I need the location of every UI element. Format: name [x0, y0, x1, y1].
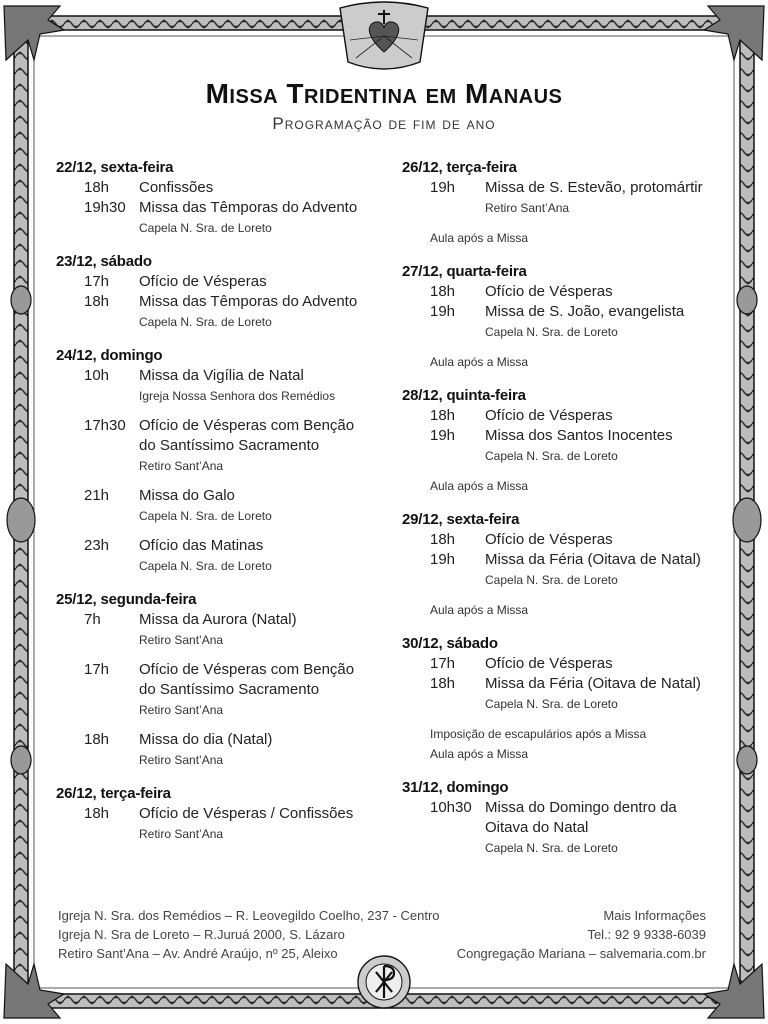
event-time: 18h — [430, 531, 456, 548]
event-location: Capela N. Sra. de Loreto — [485, 841, 618, 855]
event-row — [402, 302, 722, 322]
event-time: 18h — [84, 731, 110, 748]
event-row — [56, 272, 386, 292]
event-row — [402, 406, 722, 426]
spacer — [402, 218, 722, 228]
event-time: 19h — [430, 551, 456, 568]
event-time: 19h30 — [84, 199, 126, 216]
event-name-continued: Oitava do Natal — [485, 819, 589, 836]
event-name-continued: do Santíssimo Sacramento — [139, 437, 320, 454]
spacer — [56, 476, 386, 486]
event-name: Missa do Domingo dentro da — [485, 799, 677, 816]
event-time: 18h — [84, 293, 110, 310]
day-block — [402, 510, 722, 620]
spacer — [56, 720, 386, 730]
event-row — [56, 416, 386, 436]
event-name: Missa dos Santos Inocentes — [485, 427, 673, 444]
event-location: Retiro Sant’Ana — [139, 703, 224, 717]
event-row — [56, 178, 386, 198]
spacer — [402, 342, 722, 352]
event-row-continued — [56, 680, 386, 700]
event-row — [56, 292, 386, 312]
event-time-spacer — [56, 680, 139, 700]
day-block — [402, 634, 722, 764]
contact-heading: Mais Informações — [603, 908, 706, 923]
event-row — [402, 798, 722, 818]
event-name: Ofício de Vésperas com Benção — [139, 417, 355, 434]
event-name: Missa do Galo — [139, 487, 235, 504]
contact-phone: Tel.: 92 9 9338-6039 — [587, 927, 706, 942]
event-row — [402, 674, 722, 694]
day-block — [56, 590, 386, 770]
event-row — [402, 178, 722, 198]
event-time: 10h30 — [430, 799, 472, 816]
event-location: Capela N. Sra. de Loreto — [485, 697, 618, 711]
event-location: Retiro Sant’Ana — [485, 201, 570, 215]
day-date: 27/12, quarta-feira — [402, 263, 527, 280]
spacer — [402, 714, 722, 724]
event-row — [56, 730, 386, 750]
day-date: 28/12, quinta-feira — [402, 387, 526, 404]
address-line: Igreja N. Sra. dos Remédios – R. Leovegildo Coelho, 237 - Centro — [58, 908, 440, 923]
day-date: 26/12, terça-feira — [402, 159, 517, 176]
event-location: Capela N. Sra. de Loreto — [139, 559, 272, 573]
day-note: Imposição de escapulários após a Missa — [430, 727, 647, 741]
event-time: 21h — [84, 487, 110, 504]
day-date: 31/12, domingo — [402, 779, 509, 796]
event-time: 17h — [84, 661, 110, 678]
event-location: Capela N. Sra. de Loreto — [485, 449, 618, 463]
event-name: Missa de S. João, evangelista — [485, 303, 685, 320]
event-name-continued: do Santíssimo Sacramento — [139, 681, 320, 698]
event-time: 17h — [430, 655, 456, 672]
event-name: Missa da Vigília de Natal — [139, 367, 304, 384]
day-date: 29/12, sexta-feira — [402, 511, 520, 528]
event-row — [56, 660, 386, 680]
day-date: 22/12, sexta-feira — [56, 159, 174, 176]
event-name: Confissões — [139, 179, 214, 196]
event-row — [402, 530, 722, 550]
day-note: Aula após a Missa — [430, 355, 529, 369]
day-block — [56, 158, 386, 238]
event-location: Retiro Sant’Ana — [139, 753, 224, 767]
event-name: Ofício de Vésperas — [485, 655, 613, 672]
event-row — [56, 610, 386, 630]
event-row-continued — [56, 436, 386, 456]
event-row-continued — [402, 818, 722, 838]
event-time: 7h — [84, 611, 101, 628]
event-time: 19h — [430, 427, 456, 444]
event-location: Capela N. Sra. de Loreto — [139, 315, 272, 329]
day-block — [56, 346, 386, 576]
event-time: 23h — [84, 537, 110, 554]
chi-rho-icon — [358, 956, 410, 1008]
event-name: Ofício de Vésperas / Confissões — [139, 805, 354, 822]
day-block — [56, 252, 386, 332]
event-row — [402, 282, 722, 302]
spacer — [402, 590, 722, 600]
day-date: 24/12, domingo — [56, 347, 163, 364]
day-date: 26/12, terça-feira — [56, 785, 171, 802]
event-location: Capela N. Sra. de Loreto — [485, 573, 618, 587]
event-time: 18h — [430, 283, 456, 300]
event-name: Ofício de Vésperas — [139, 273, 267, 290]
event-location: Retiro Sant’Ana — [139, 633, 224, 647]
event-name: Ofício de Vésperas — [485, 283, 613, 300]
spacer — [402, 466, 722, 476]
event-name: Missa do dia (Natal) — [139, 731, 273, 748]
day-block — [402, 262, 722, 372]
event-name: Missa da Féria (Oitava de Natal) — [485, 675, 701, 692]
spacer — [56, 406, 386, 416]
day-note: Aula após a Missa — [430, 603, 529, 617]
event-row — [402, 550, 722, 570]
address-line: Igreja N. Sra de Loreto – R.Juruá 2000, S. Lázaro — [58, 927, 345, 942]
event-row — [56, 366, 386, 386]
spacer — [56, 650, 386, 660]
event-time: 18h — [430, 407, 456, 424]
page-title: Missa Tridentina em Manaus — [205, 78, 563, 109]
event-name: Missa da Féria (Oitava de Natal) — [485, 551, 701, 568]
day-block — [56, 784, 386, 844]
schedule-column-left — [56, 158, 386, 858]
event-time: 18h — [84, 179, 110, 196]
event-name: Missa da Aurora (Natal) — [139, 611, 297, 628]
day-note: Aula após a Missa — [430, 747, 529, 761]
page-subtitle: Programação de fim de ano — [272, 114, 496, 133]
day-date: 30/12, sábado — [402, 635, 498, 652]
spacer — [56, 526, 386, 536]
event-name: Missa das Têmporas do Advento — [139, 293, 358, 310]
day-note: Aula após a Missa — [430, 231, 529, 245]
event-name: Missa das Têmporas do Advento — [139, 199, 358, 216]
event-row — [56, 486, 386, 506]
event-time: 19h — [430, 179, 456, 196]
day-block — [402, 778, 722, 858]
schedule-column-right — [402, 158, 722, 872]
day-block — [402, 386, 722, 496]
event-row — [56, 804, 386, 824]
event-location: Igreja Nossa Senhora dos Remédios — [139, 389, 336, 403]
event-location: Retiro Sant’Ana — [139, 827, 224, 841]
event-time: 18h — [84, 805, 110, 822]
day-block — [402, 158, 722, 248]
event-time-spacer — [402, 818, 485, 838]
event-name: Ofício das Matinas — [139, 537, 264, 554]
event-time: 17h30 — [84, 417, 126, 434]
event-row — [402, 426, 722, 446]
sacred-heart-icon — [340, 2, 428, 69]
day-date: 23/12, sábado — [56, 253, 152, 270]
event-location: Retiro Sant’Ana — [139, 459, 224, 473]
event-row — [56, 198, 386, 218]
day-note: Aula após a Missa — [430, 479, 529, 493]
event-location: Capela N. Sra. de Loreto — [139, 221, 272, 235]
day-date: 25/12, segunda-feira — [56, 591, 197, 608]
event-time: 17h — [84, 273, 110, 290]
contact-website: Congregação Mariana – salvemaria.com.br — [456, 946, 706, 961]
event-time: 18h — [430, 675, 456, 692]
event-name: Missa de S. Estevão, protomártir — [485, 179, 703, 196]
event-name: Ofício de Vésperas com Benção — [139, 661, 355, 678]
event-time: 19h — [430, 303, 456, 320]
footer-contact — [457, 906, 706, 963]
event-name: Ofício de Vésperas — [485, 531, 613, 548]
event-name: Ofício de Vésperas — [485, 407, 613, 424]
event-location: Capela N. Sra. de Loreto — [485, 325, 618, 339]
event-time: 10h — [84, 367, 110, 384]
event-time-spacer — [56, 436, 139, 456]
address-line: Retiro Sant’Ana – Av. André Araújo, nº 25, Aleixo — [58, 946, 338, 961]
event-location: Capela N. Sra. de Loreto — [139, 509, 272, 523]
event-row — [402, 654, 722, 674]
event-row — [56, 536, 386, 556]
footer-addresses — [58, 906, 440, 963]
